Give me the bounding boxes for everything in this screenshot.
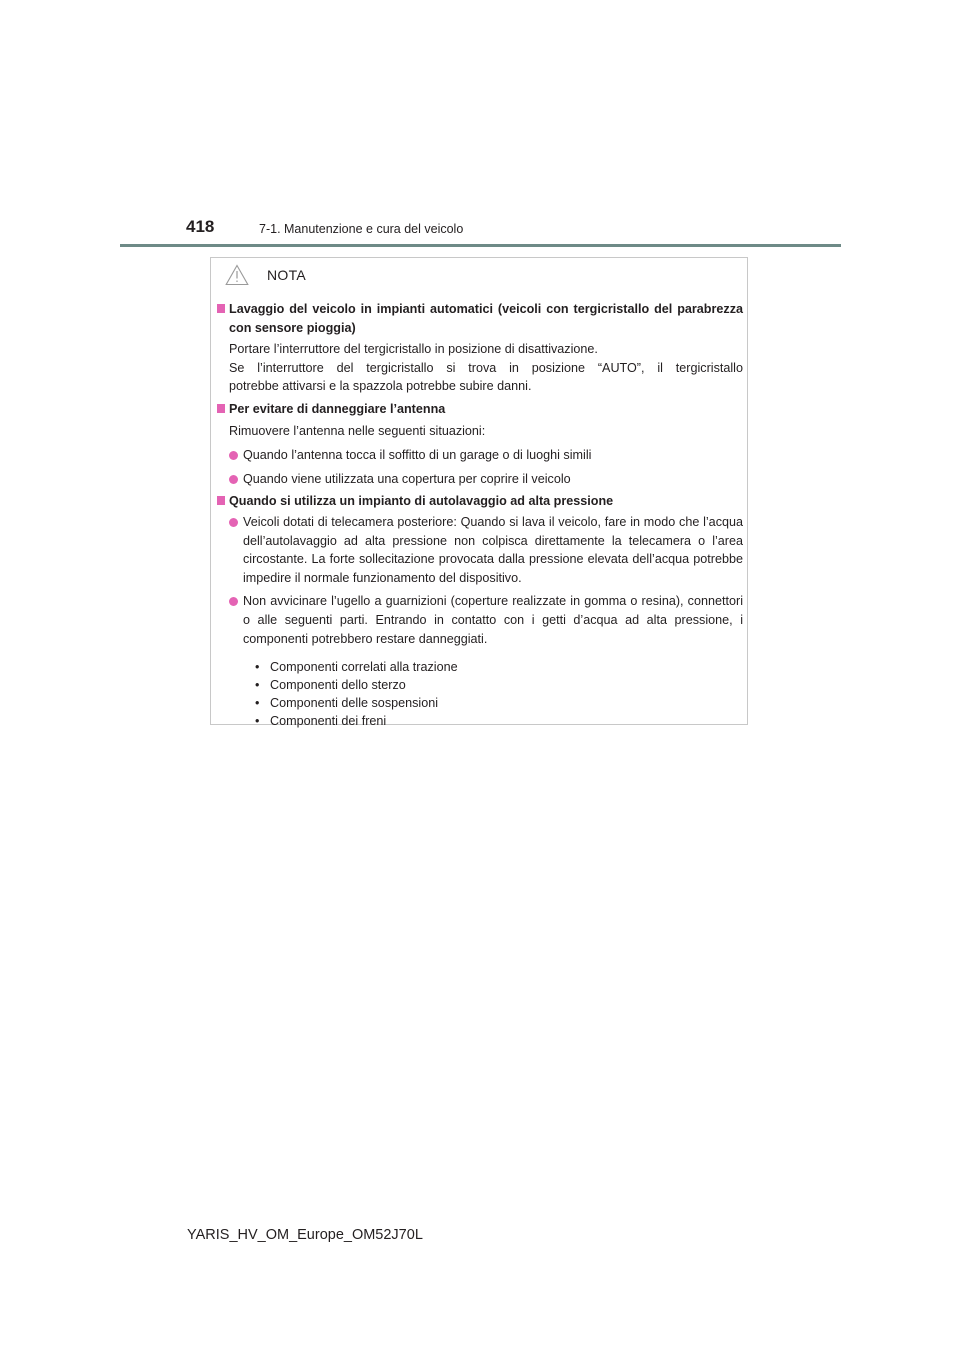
circle-bullet-icon	[229, 475, 238, 484]
list-item	[229, 446, 743, 465]
high-pressure-bullets	[229, 513, 743, 730]
text-line: Portare l’interruttore del tergicristallo in posizione di disattivazione.	[229, 342, 598, 357]
text-line: Se l’interruttore del tergicristallo si trova in posizione “AUTO”, il tergicristallo	[229, 360, 743, 375]
section-title-high-pressure: Quando si utilizza un impianto di autolavaggio ad alta pressione	[229, 494, 614, 509]
list-item-text: Veicoli dotati di telecamera posteriore: Quando si lava il veicolo, fare in modo che l’acqua dell’autolavaggio ad alta pressione non colpisca direttamente la telecamera o l’area circostante. La forte sollecitazione provocata dalla pressione elevata dell’acqua potrebbe impedire il normale funzionamento del dispositivo.	[243, 514, 743, 585]
parts-list-item: • Componenti delle sospensioni	[255, 694, 743, 712]
list-item	[229, 470, 743, 489]
section-title-antenna: Per evitare di danneggiare l’antenna	[229, 401, 446, 416]
section-title-car-wash: Lavaggio del veicolo in impianti automatici (veicoli con tergicristallo del parabrezza con sensore pioggia)	[229, 302, 743, 335]
section-text-car-wash	[229, 340, 743, 396]
list-item-text: Quando l’antenna tocca il soffitto di un garage o di luoghi simili	[243, 448, 592, 463]
circle-bullet-icon	[229, 597, 238, 606]
list-item-text: Quando viene utilizzata una copertura per coprire il veicolo	[243, 471, 571, 486]
note-box	[210, 257, 748, 729]
circle-bullet-icon	[229, 518, 238, 527]
note-title: NOTA	[267, 267, 307, 283]
circle-bullet-icon	[229, 451, 238, 460]
parts-list-item: • Componenti dello sterzo	[255, 676, 743, 694]
parts-list-item: • Componenti correlati alla trazione	[255, 658, 743, 676]
page-number: 418	[186, 217, 215, 236]
list-item	[229, 592, 743, 730]
section-intro-antenna: Rimuovere l’antenna nelle seguenti situazioni:	[229, 423, 486, 438]
note-body	[217, 300, 743, 730]
warning-triangle-icon	[225, 264, 249, 286]
square-bullet-icon	[217, 404, 225, 413]
parts-list	[255, 658, 743, 730]
section-title: 7-1. Manutenzione e cura del veicolo	[259, 222, 464, 236]
section-car-wash	[217, 300, 743, 396]
document-code: YARIS_HV_OM_Europe_OM52J70L	[187, 1227, 423, 1243]
header-rule	[120, 244, 841, 247]
list-item-text: Non avvicinare l’ugello a guarnizioni (coperture realizzate in gomma o resina), connettori o alle seguenti parti. Entrando in contatto con i getti d’acqua ad alta pressione, i componenti potrebbero restare danneggiati.	[243, 594, 743, 646]
text-line: potrebbe attivarsi e la spazzola potrebbe subire danni.	[229, 379, 532, 394]
section-antenna	[217, 400, 743, 488]
section-high-pressure	[217, 492, 743, 730]
square-bullet-icon	[217, 496, 225, 505]
list-item	[229, 513, 743, 587]
antenna-bullets	[229, 446, 743, 488]
parts-list-item: • Componenti dei freni	[255, 712, 743, 730]
square-bullet-icon	[217, 304, 225, 313]
